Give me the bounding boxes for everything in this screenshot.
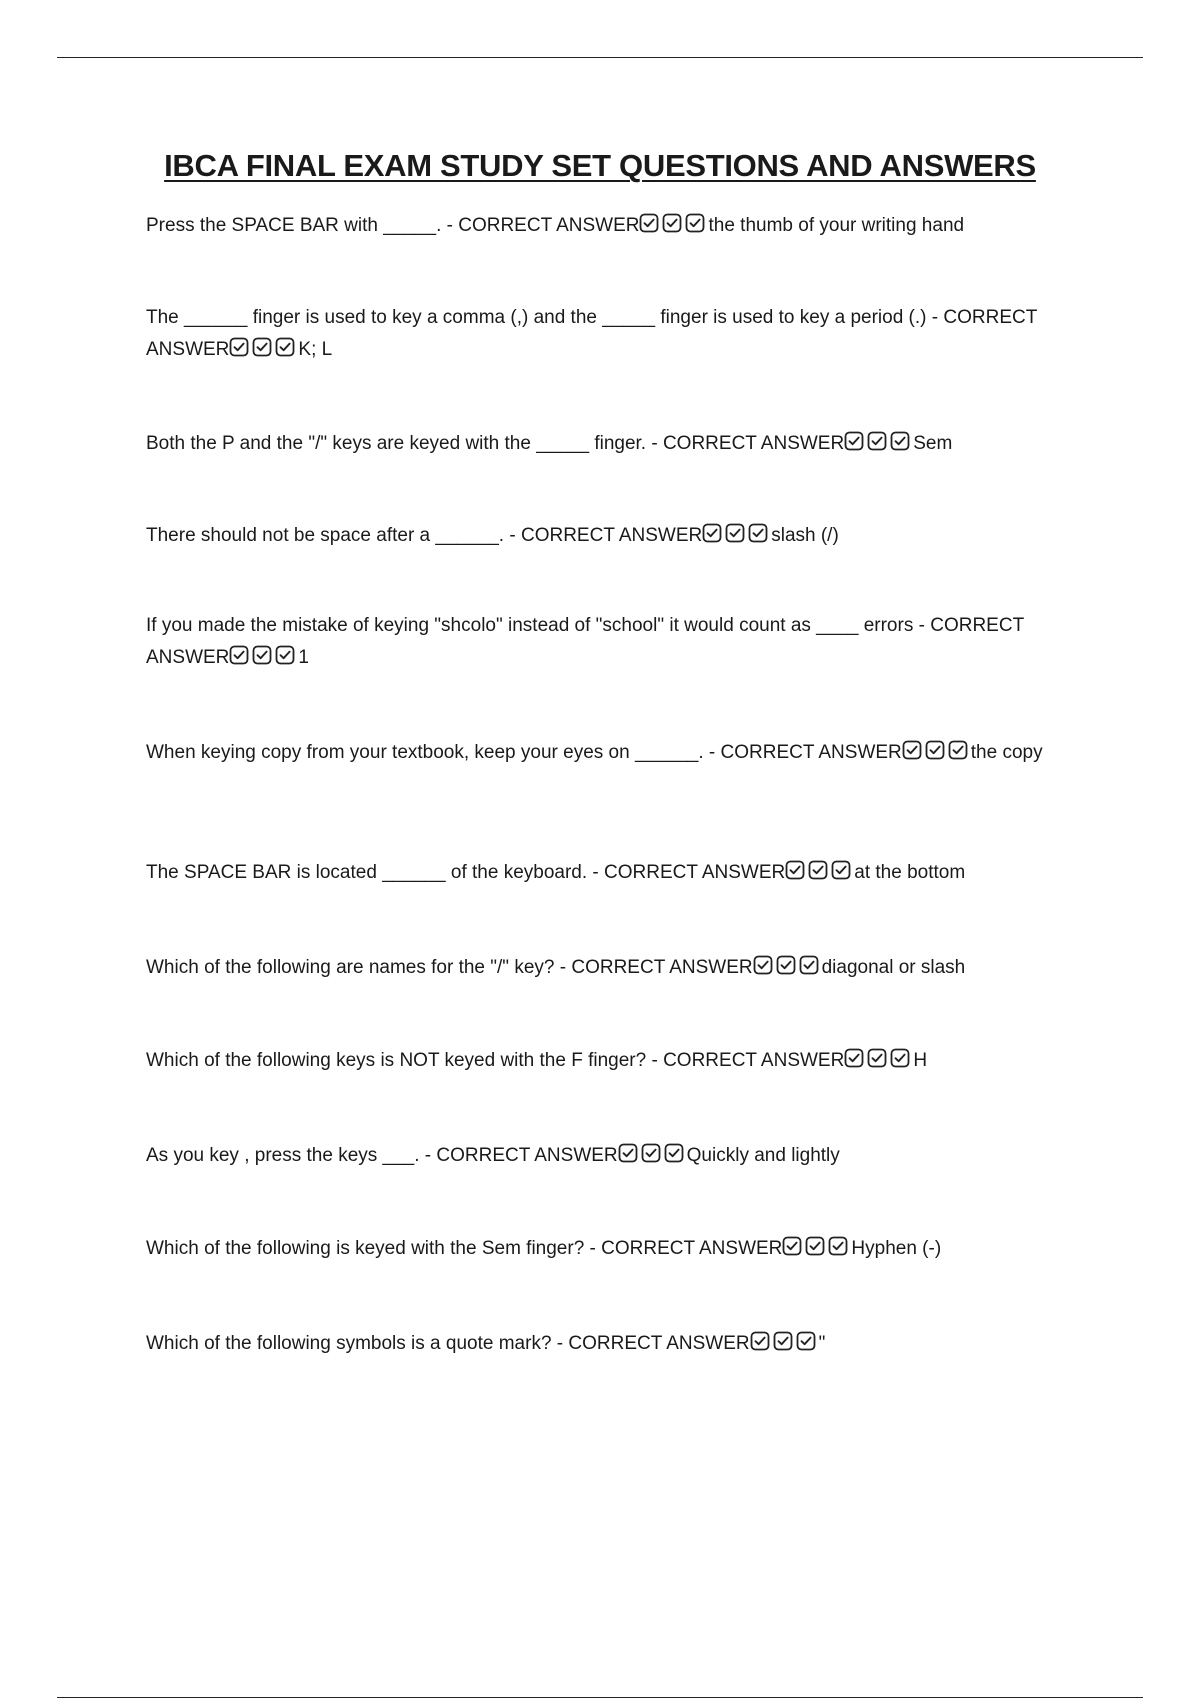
check-marks: [750, 1331, 819, 1363]
correct-label: - CORRECT: [441, 215, 557, 236]
qa-item: [146, 210, 1076, 245]
checkbox-checked-icon: [844, 431, 864, 451]
bottom-rule: [57, 1697, 1143, 1698]
question-text: Which of the following keys is NOT keyed with the F finger?: [146, 1050, 647, 1071]
question-text: Both the P and the "/" keys are keyed with the _____ finger.: [146, 433, 647, 454]
qa-item: [146, 952, 1076, 987]
check-marks: [753, 955, 822, 987]
checkbox-checked-icon: [753, 955, 773, 975]
checkbox-checked-icon: [808, 860, 828, 880]
answer-text: the thumb of your writing hand: [708, 215, 965, 236]
question-text: The SPACE BAR is located ______ of the keyboard.: [146, 862, 588, 883]
check-marks: [229, 337, 298, 369]
qa-item: [146, 520, 1076, 555]
check-marks: [902, 740, 971, 772]
checkbox-checked-icon: [799, 955, 819, 975]
checkbox-checked-icon: [252, 337, 272, 357]
correct-label: - CORRECT: [504, 525, 619, 546]
answer-label: ANSWER: [534, 1145, 618, 1166]
question-text: When keying copy from your textbook, keep your eyes on ______.: [146, 742, 704, 763]
question-text: There should not be space after a ______.: [146, 525, 505, 546]
correct-label: - CORRECT: [419, 1145, 535, 1166]
answer-text: Quickly and lightly: [686, 1145, 840, 1166]
checkbox-checked-icon: [702, 523, 722, 543]
check-marks: [785, 860, 854, 892]
answer-label: ANSWER: [146, 339, 230, 360]
correct-label: - CORRECT: [587, 862, 702, 883]
answer-label: ANSWER: [699, 1238, 783, 1259]
correct-label: - CORRECT: [913, 615, 1025, 636]
question-text: The ______ finger is used to key a comma (,) and the _____ finger is used to key a period (.): [146, 307, 927, 328]
checkbox-checked-icon: [844, 1048, 864, 1068]
check-marks: [702, 523, 771, 555]
answer-label: ANSWER: [760, 1050, 845, 1071]
check-marks: [229, 645, 298, 677]
check-marks: [844, 431, 913, 463]
answer-label: ANSWER: [666, 1333, 750, 1354]
question-text: As you key , press the keys ___.: [146, 1145, 420, 1166]
top-rule: [57, 57, 1143, 58]
checkbox-checked-icon: [229, 337, 249, 357]
checkbox-checked-icon: [750, 1331, 770, 1351]
checkbox-checked-icon: [662, 213, 682, 233]
question-text: Press the SPACE BAR with _____.: [146, 215, 442, 236]
check-marks: [639, 213, 708, 245]
checkbox-checked-icon: [867, 1048, 887, 1068]
checkbox-checked-icon: [948, 740, 968, 760]
checkbox-checked-icon: [890, 1048, 910, 1068]
answer-text: 1: [298, 647, 309, 668]
correct-label: - CORRECT: [551, 1333, 667, 1354]
answer-text: diagonal or slash: [821, 957, 966, 978]
answer-label: ANSWER: [701, 862, 786, 883]
answer-label: ANSWER: [618, 525, 703, 546]
question-text: If you made the mistake of keying "shcolo" instead of "school" it would count as ____ errors: [146, 615, 914, 636]
check-marks: [844, 1048, 913, 1080]
question-text: Which of the following symbols is a quote mark?: [146, 1333, 552, 1354]
checkbox-checked-icon: [685, 213, 705, 233]
correct-label: - CORRECT: [646, 1050, 761, 1071]
checkbox-checked-icon: [785, 860, 805, 880]
answer-label: ANSWER: [760, 433, 845, 454]
checkbox-checked-icon: [867, 431, 887, 451]
checkbox-checked-icon: [229, 645, 249, 665]
checkbox-checked-icon: [664, 1143, 684, 1163]
checkbox-checked-icon: [773, 1331, 793, 1351]
checkbox-checked-icon: [252, 645, 272, 665]
answer-text: at the bottom: [854, 862, 966, 883]
checkbox-checked-icon: [776, 955, 796, 975]
document-title: IBCA FINAL EXAM STUDY SET QUESTIONS AND ANSWERS: [164, 148, 1036, 183]
answer-text: H: [913, 1050, 928, 1071]
answer-label: ANSWER: [669, 957, 753, 978]
qa-item: [146, 302, 1076, 369]
checkbox-checked-icon: [796, 1331, 816, 1351]
answer-text: Sem: [913, 433, 953, 454]
checkbox-checked-icon: [748, 523, 768, 543]
qa-item: [146, 428, 1076, 463]
question-text: Which of the following are names for the "/" key?: [146, 957, 555, 978]
correct-label: - CORRECT: [926, 307, 1038, 328]
checkbox-checked-icon: [275, 645, 295, 665]
checkbox-checked-icon: [639, 213, 659, 233]
qa-item: [146, 1233, 1076, 1268]
answer-label: ANSWER: [818, 742, 902, 763]
qa-item: [146, 1140, 1076, 1175]
qa-item: [146, 737, 1076, 772]
checkbox-checked-icon: [902, 740, 922, 760]
correct-label: - CORRECT: [584, 1238, 699, 1259]
checkbox-checked-icon: [725, 523, 745, 543]
answer-text: ": [818, 1333, 826, 1354]
correct-label: - CORRECT: [554, 957, 670, 978]
answer-label: ANSWER: [556, 215, 640, 236]
answer-text: Hyphen (-): [851, 1238, 942, 1259]
checkbox-checked-icon: [782, 1236, 802, 1256]
answer-text: the copy: [970, 742, 1043, 763]
checkbox-checked-icon: [805, 1236, 825, 1256]
answer-text: K; L: [298, 339, 333, 360]
checkbox-checked-icon: [618, 1143, 638, 1163]
qa-item: [146, 857, 1076, 892]
checkbox-checked-icon: [275, 337, 295, 357]
qa-item: [146, 610, 1076, 677]
qa-item: [146, 1045, 1076, 1080]
checkbox-checked-icon: [925, 740, 945, 760]
qa-item: [146, 1328, 1076, 1363]
checkbox-checked-icon: [831, 860, 851, 880]
checkbox-checked-icon: [890, 431, 910, 451]
question-text: Which of the following is keyed with the Sem finger?: [146, 1238, 585, 1259]
correct-label: - CORRECT: [703, 742, 819, 763]
checkbox-checked-icon: [828, 1236, 848, 1256]
answer-label: ANSWER: [146, 647, 230, 668]
check-marks: [618, 1143, 687, 1175]
check-marks: [782, 1236, 851, 1268]
answer-text: slash (/): [771, 525, 839, 546]
checkbox-checked-icon: [641, 1143, 661, 1163]
correct-label: - CORRECT: [646, 433, 761, 454]
